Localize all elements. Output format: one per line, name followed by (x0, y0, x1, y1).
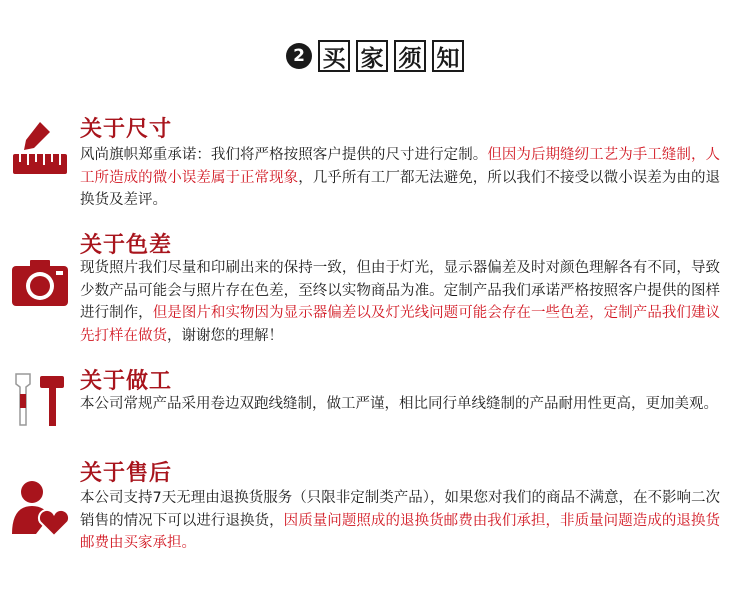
title-char: 知 (432, 40, 464, 72)
section-heading: 关于尺寸 (80, 117, 173, 142)
section-heading: 关于做工 (80, 369, 173, 394)
highlight-text: 但因为后期缝纫工艺为手工缝制，人工所造成的微小误差属于正常现象 (80, 147, 721, 186)
section-text (80, 144, 720, 212)
text-segment: ，谢谢您的理解！ (167, 327, 283, 344)
ruler-pencil-icon (10, 118, 70, 178)
highlight-text: 因质量问题照成的退换货邮费由我们承担，非质量问题造成的退换货邮费由买家承担。 (80, 512, 721, 551)
highlight-text: 但是图片和实物因为显示器偏差以及灯光线问题可能会存在一些色差，定制产品我们建议先打样在做货 (80, 305, 720, 344)
section-heading: 关于色差 (80, 233, 173, 258)
title-char: 家 (356, 40, 388, 72)
text-segment: ，几乎所有工厂都无法避免，所以我们不接受以微小误差为由的退换货及差评。 (80, 169, 721, 208)
title-number-badge: 2 (286, 43, 312, 69)
section-text (80, 487, 720, 555)
text-segment: 风尚旗帜郑重承诺：我们将严格按照客户提供的尺寸进行定制。 (80, 147, 488, 163)
wrench-hammer-icon (10, 370, 70, 430)
text-segment: 本公司常规产品采用卷边双跑线缝制，做工严谨，相比同行单线缝制的产品耐用性更高，更加美观。 (80, 396, 718, 412)
person-heart-icon (10, 478, 70, 538)
title-char: 须 (394, 40, 426, 72)
text-segment: 现货照片我们尽量和印刷出来的保持一致，但由于灯光，显示器偏差及时对颜色理解各有不同，导致少数产品可能会与照片存在色差，至终以实物商品为准。定制产品我们承诺严格按照客户提供的图样进行制作， (80, 260, 720, 321)
title-char: 买 (318, 40, 350, 72)
section-heading: 关于售后 (80, 461, 173, 486)
section-text (80, 257, 720, 347)
page-title (0, 40, 750, 72)
camera-icon (10, 254, 70, 314)
section-text (80, 393, 720, 416)
text-segment: 本公司支持7天无理由退换货服务（只限非定制类产品），如果您对我们的商品不满意，在不影响二次销售的情况下可以进行退换货， (80, 490, 720, 529)
